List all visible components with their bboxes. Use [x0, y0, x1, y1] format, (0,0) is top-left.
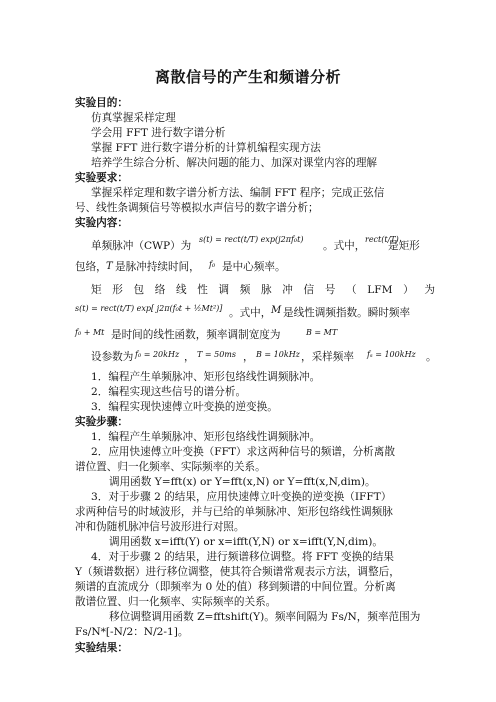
step-text: 冲和伪随机脉冲信号波形进行对照。 [75, 521, 245, 533]
step-text: 求两种信号的时域波形，并与已给的单频脉冲、矩形包络线性调频脉 [75, 506, 393, 518]
content-text: 。式中， [323, 240, 366, 252]
step-code: 调用函数 Y=fft(x) or Y=fft(x,N) or Y=fft(x,N,dim)。 [109, 476, 376, 488]
lfm-formula: s(t) = rect(t/T) exp[ j2π(f₀t + ½Mt²)] [75, 304, 223, 313]
content-text: 是矩形 [388, 240, 420, 252]
content-text: 设参数为 [91, 351, 134, 363]
requirement-text: 掌握采样定理和数字谱分析方法、编制 FFT 程序；完成正弦信 [91, 187, 385, 199]
heading-purpose: 实验目的： [75, 97, 128, 109]
heading-content: 实验内容： [75, 217, 128, 229]
param-T: T = 50ms [197, 350, 236, 359]
period: 。 [426, 351, 437, 363]
content-text: 。式中， [229, 307, 272, 319]
purpose-item: 培养学生综合分析、解决问题的能力、加深对课堂内容的理解 [91, 157, 378, 169]
inst-freq-formula: f₀ + Mt [75, 328, 105, 337]
bandwidth-formula: B = MT [306, 328, 338, 337]
content-item: 2．编程实现这些信号的谱分析。 [91, 386, 247, 398]
param-fs: fₛ = 100kHz [367, 350, 416, 359]
comma: ， [243, 351, 254, 363]
purpose-item: 仿真掌握采样定理 [91, 112, 176, 124]
step-code: 移位调整调用函数 Z=fftshift(Y)。频率间隔为 Fs/N，频率范围为 [109, 611, 421, 623]
step-text: 2．应用快速傅立叶变换（FFT）求这两种信号的频谱，分析离散 [91, 446, 395, 458]
param-B: B = 10kHz [256, 350, 300, 359]
content-text: 单频脉冲（CWP）为 [91, 240, 192, 252]
content-text: 是中心频率。 [222, 261, 286, 273]
content-text: 是脉冲持续时间， [115, 261, 200, 273]
page-title: 离散信号的产生和频谱分析 [154, 68, 341, 86]
content-text: ，采样频率 [301, 351, 354, 363]
content-item: 1．编程产生单频脉冲、矩形包络线性调频脉冲。 [91, 371, 321, 383]
comma: ， [184, 351, 195, 363]
content-item: 3．编程实现快速傅立叶变换的逆变换。 [91, 401, 278, 413]
rect-formula: rect(t/T) [365, 235, 399, 244]
step-code: 调用函数 x=ifft(Y) or x=ifft(Y,N) or x=ifft(Y,N,dim)。 [109, 536, 383, 548]
step-text: Fs/N*[-N/2：N/2-1]。 [75, 626, 189, 638]
step-text: 4．对于步骤 2 的结果，进行频谱移位调整。将 FFT 变换的结果 [91, 551, 394, 563]
lfm-heading-line: 矩 形 包 络 线 性 调 频 脉 冲 信 号 （ LFM ） 为 [91, 284, 435, 296]
step-text: 频谱的直流成分（即频率为 0 处的值）移到频谱的中间位置。分析离 [75, 581, 396, 593]
content-text: 是线性调频指数。瞬时频率 [283, 307, 411, 319]
purpose-item: 掌握 FFT 进行数字谱分析的计算机编程实现方法 [91, 142, 321, 154]
symbol-f0: f₀ [209, 260, 216, 269]
requirement-text: 号、线性条调频信号等模拟水声信号的数字谱分析； [75, 202, 319, 214]
step-text: 散谱位置、归一化频率、实际频率的关系。 [75, 596, 277, 608]
step-text: 1．编程产生单频脉冲、矩形包络线性调频脉冲。 [91, 431, 321, 443]
content-text: 是时间的线性函数，频率调制宽度为 [111, 329, 281, 341]
symbol-M: M [271, 305, 282, 316]
cwp-formula: s(t) = rect(t/T) exp(j2πf₀t) [199, 235, 304, 244]
step-text: 谱位置、归一化频率、实际频率的关系。 [75, 461, 266, 473]
heading-steps: 实验步骤： [75, 416, 128, 428]
step-text: 3．对于步骤 2 的结果，应用快速傅立叶变换的逆变换（IFFT） [91, 491, 392, 503]
heading-requirements: 实验要求： [75, 172, 128, 184]
content-text: 包络， [75, 261, 107, 273]
step-text: Y（频谱数据）进行移位调整，使其符合频谱常观表示方法，调整后， [75, 566, 400, 578]
symbol-T: T [106, 261, 113, 272]
param-f0: f₀ = 20kHz [135, 350, 180, 359]
purpose-item: 学会用 FFT 进行数字谱分析 [91, 127, 226, 139]
heading-results: 实验结果： [75, 642, 128, 654]
